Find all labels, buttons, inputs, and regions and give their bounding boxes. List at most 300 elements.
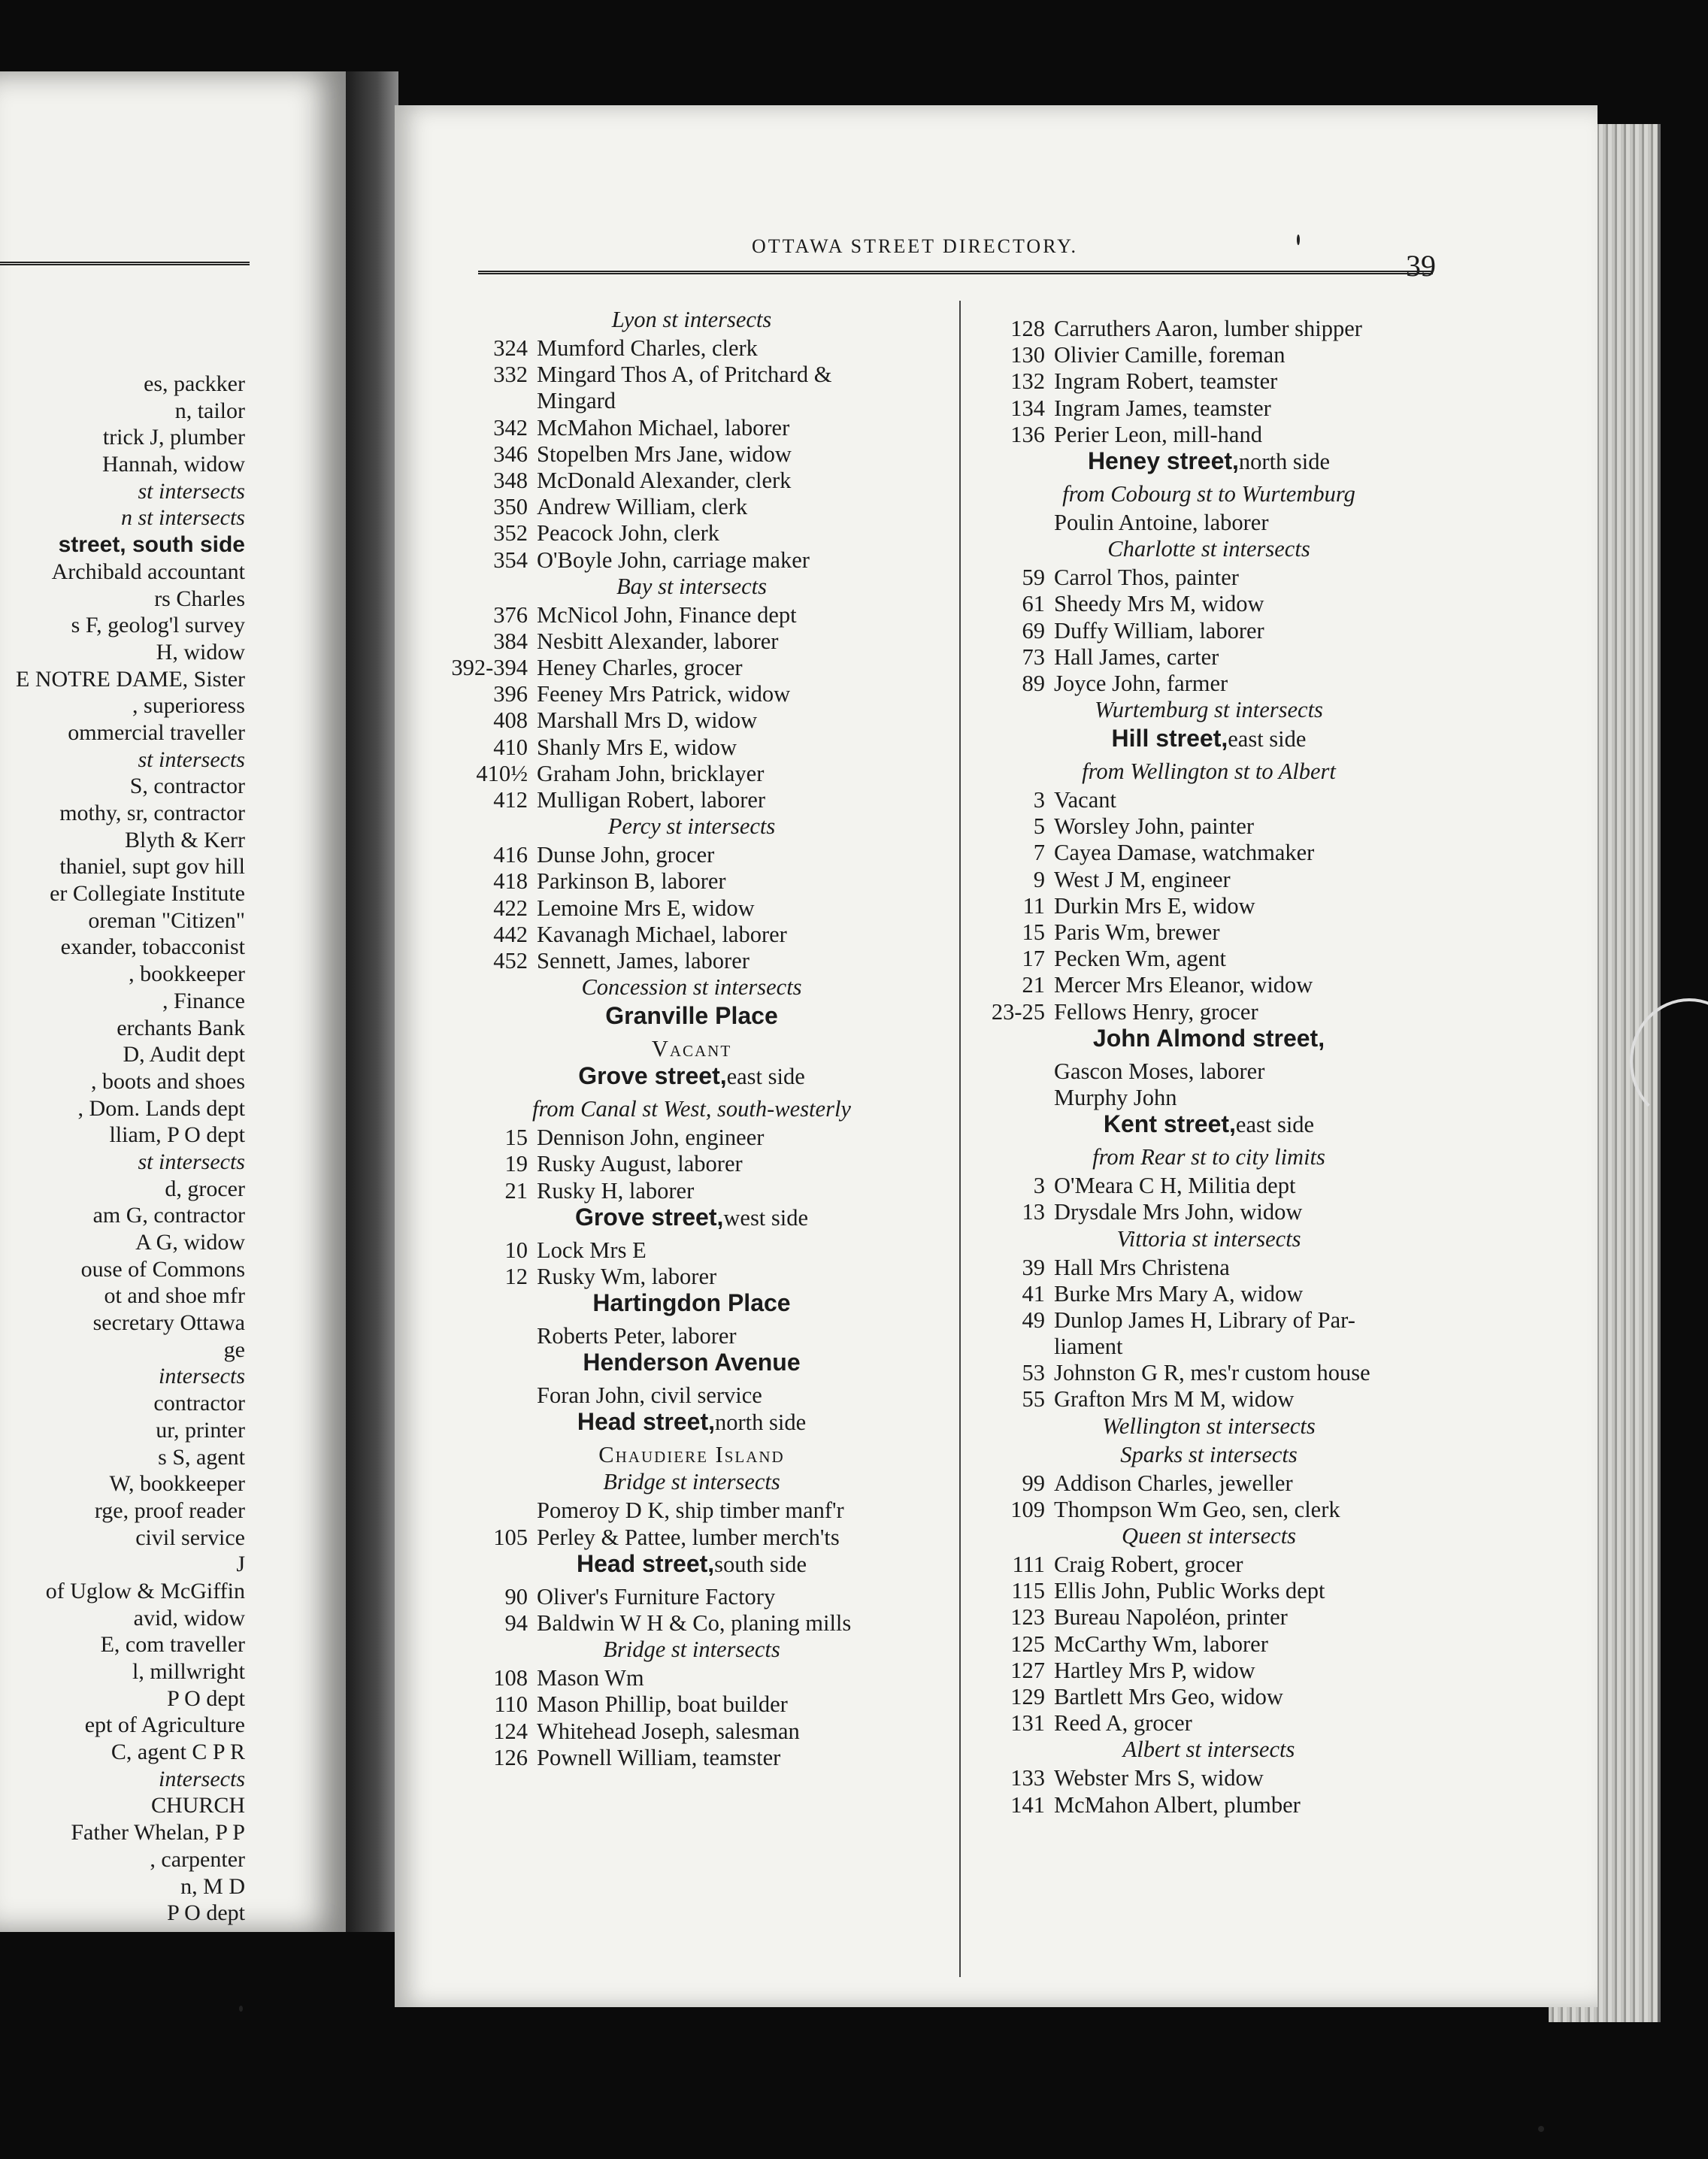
entry-text: Ellis John, Public Works dept [1054,1578,1325,1604]
directory-entry [444,787,940,813]
intersection-note [961,481,1457,510]
house-number: 416 [493,842,528,868]
left-page-line: W, bookkeeper [109,1471,245,1497]
directory-entry [961,919,1457,946]
house-number: 422 [493,895,528,921]
street-side: east side [1235,1112,1315,1138]
house-number: 7 [1033,840,1045,866]
entry-text: Vacant [1054,787,1116,813]
street-name: John Almond street, [1092,1024,1325,1052]
house-number: 392-394 [451,655,528,681]
entry-text: Lemoine Mrs E, widow [537,895,755,921]
intersection-text: Vittoria st intersects [1116,1225,1301,1252]
entry-text: Nesbitt Alexander, laborer [537,628,779,654]
house-number: 412 [493,787,528,813]
street-name: Head street, [577,1408,716,1436]
left-page-line: rge, proof reader [94,1497,245,1523]
house-number: 134 [1010,395,1045,421]
street-name: Heney street, [1087,447,1239,474]
entry-text: Heney Charles, grocer [537,655,743,681]
entry-text: Dunse John, grocer [537,842,715,868]
directory-entry [444,362,940,388]
intersection-text: Wurtemburg st intersects [1095,697,1323,723]
left-page-text [0,371,245,1927]
house-number: 125 [1010,1631,1045,1657]
intersection-note [444,307,940,335]
directory-entry [961,422,1457,448]
left-page-line: Blyth & Kerr [125,827,245,852]
house-number: 15 [504,1125,528,1151]
place-note-text: Vacant [651,1036,732,1062]
directory-entry [444,415,940,441]
entry-text: McMahon Albert, plumber [1054,1791,1301,1818]
intersection-text: Bay st intersects [616,573,767,599]
house-number: 55 [1022,1386,1045,1413]
directory-entry [961,1199,1457,1225]
house-number: 348 [493,467,528,493]
intersection-text: Bridge st intersects [603,1637,780,1663]
directory-entry [444,1718,940,1745]
house-number: 342 [493,414,528,441]
directory-entry [444,1237,940,1264]
intersection-text: Albert st intersects [1122,1737,1295,1763]
house-number: 384 [493,628,528,654]
directory-entry [961,510,1457,536]
entry-text: Addison Charles, jeweller [1054,1470,1293,1496]
house-number: 39 [1022,1254,1045,1280]
directory-entry [961,1085,1457,1111]
directory-entry [961,1658,1457,1684]
intersection-text: from Cobourg st to Wurtemburg [1062,480,1355,507]
directory-entry [444,468,940,494]
directory-entry [444,628,940,655]
left-page-line: , superioress [132,693,245,719]
directory-entry [444,1323,940,1349]
house-number: 418 [493,868,528,895]
entry-text: Drysdale Mrs John, widow [1054,1199,1303,1225]
entry-text: Mercer Mrs Eleanor, widow [1054,972,1313,998]
house-number: 17 [1022,946,1045,972]
intersection-text: from Canal st West, south-westerly [532,1096,851,1122]
directory-entry [961,1307,1457,1334]
left-page-line: d, grocer [165,1176,245,1201]
place-note-text: Chaudiere Island [598,1442,785,1468]
street-side: east side [726,1064,805,1090]
entry-text: Dennison John, engineer [537,1125,765,1151]
entry-text: O'Meara C H, Militia dept [1054,1173,1296,1199]
intersection-note [444,1096,940,1125]
left-page-line: J [236,1552,245,1577]
house-number: 21 [504,1177,528,1204]
directory-column-left [444,307,940,1771]
entry-text: Bartlett Mrs Geo, widow [1054,1683,1283,1709]
street-side: south side [714,1551,807,1577]
entry-text: Foran John, civil service [537,1382,762,1409]
house-number: 442 [493,921,528,947]
entry-continuation [961,1334,1457,1360]
left-page-line: A G, widow [135,1230,245,1255]
street-heading [444,1003,940,1036]
directory-column-right [961,316,1457,1818]
entry-text: Oliver's Furniture Factory [537,1583,776,1609]
intersection-note [444,813,940,842]
intersection-note [444,974,940,1003]
left-page-line: C, agent C P R [111,1740,245,1765]
place-note [444,1036,940,1063]
street-name: Kent street, [1103,1110,1236,1138]
directory-entry [961,395,1457,422]
entry-text: Fellows Henry, grocer [1054,998,1258,1025]
directory-entry [444,948,940,974]
entry-text: Hall Mrs Christena [1054,1254,1230,1280]
entry-text: Duffy William, laborer [1054,617,1264,643]
street-name: Grove street, [578,1062,727,1090]
intersection-text: Percy st intersects [607,813,776,840]
street-heading [444,1349,940,1382]
left-page-line: intersects [159,1766,245,1791]
street-heading [444,1551,940,1584]
directory-entry [444,842,940,868]
directory-entry [961,1173,1457,1199]
house-number: 410½ [476,760,528,786]
directory-entry [961,1792,1457,1818]
intersection-text: Sparks st intersects [1120,1441,1298,1467]
entry-text: Hartley Mrs P, widow [1054,1657,1255,1683]
house-number: 53 [1022,1360,1045,1386]
street-side: north side [1238,448,1331,474]
directory-entry [444,335,940,362]
left-page-line: n st intersects [121,505,245,531]
street-heading [444,1290,940,1323]
left-page-line: , bookkeeper [129,961,245,987]
directory-entry [444,1745,940,1771]
entry-text: Johnston G R, mes'r custom house [1054,1360,1370,1386]
page-number: 39 [1406,249,1436,283]
left-page-line: thaniel, supt gov hill [59,854,245,880]
house-number: 132 [1010,368,1045,395]
directory-entry [444,868,940,895]
left-page-line: ept of Agriculture [84,1712,245,1738]
intersection-text: Queen st intersects [1121,1523,1297,1549]
left-page-rule [0,262,250,265]
house-number: 15 [1022,919,1045,945]
house-number: 5 [1033,813,1045,840]
house-number: 105 [493,1524,528,1550]
entry-text: Bureau Napoléon, printer [1054,1604,1288,1631]
house-number: 110 [494,1691,528,1718]
entry-text: McMahon Michael, laborer [537,414,790,441]
left-page-line: S, contractor [129,774,245,799]
left-page-line: intersects [159,1364,245,1389]
entry-text: Perley & Pattee, lumber merch'ts [537,1524,840,1550]
entry-text: Webster Mrs S, widow [1054,1765,1264,1791]
entry-text: Poulin Antoine, laborer [1054,509,1269,535]
left-page-line: , Dom. Lands dept [77,1095,245,1121]
directory-entry [961,972,1457,998]
street-heading [961,1111,1457,1144]
house-number: 111 [1012,1552,1045,1577]
intersection-note [961,1413,1457,1442]
directory-entry [961,1765,1457,1791]
entry-text: Rusky August, laborer [537,1151,743,1177]
entry-text: Hall James, carter [1054,643,1219,670]
directory-entry [961,1710,1457,1737]
left-page-line: , boots and shoes [91,1068,245,1094]
left-page-line: exander, tobacconist [60,934,245,960]
directory-entry [961,618,1457,644]
directory-entry [961,840,1457,866]
street-heading [961,725,1457,759]
header-rule [478,271,1433,274]
entry-text: Mulligan Robert, laborer [537,787,766,813]
house-number: 133 [1010,1765,1045,1791]
entry-text: Worsley John, painter [1054,813,1255,840]
left-page [0,71,346,1932]
house-number: 21 [1022,972,1045,998]
intersection-note [961,1144,1457,1173]
house-number: 59 [1022,565,1045,591]
directory-entry [961,342,1457,368]
left-page-line: ge [223,1337,245,1362]
house-number: 130 [1010,342,1045,368]
directory-entry [444,734,940,761]
directory-entry [444,1584,940,1610]
directory-entry [961,813,1457,840]
left-page-line: mothy, sr, contractor [59,801,245,825]
entry-text: Mingard Thos A, of Pritchard & [537,362,832,388]
entry-text: Rusky Wm, laborer [537,1263,717,1289]
intersection-text: Lyon st intersects [611,307,772,332]
left-page-line: n, tailor [174,398,245,423]
street-side: west side [723,1204,809,1231]
directory-entry [961,1578,1457,1604]
entry-text: Baldwin W H & Co, planing mills [537,1610,852,1636]
left-page-line: ommercial traveller [68,719,245,745]
directory-entry [961,946,1457,972]
left-page-line: CHURCH [150,1793,245,1818]
intersection-note [961,759,1457,787]
entry-text: Carrol Thos, painter [1054,565,1239,591]
left-page-line: er Collegiate Institute [50,881,245,907]
street-side: north side [715,1410,807,1436]
directory-entry [444,1151,940,1177]
left-page-line: s F, geolog'l survey [71,613,245,638]
intersection-text: Concession st intersects [581,974,802,1001]
house-number: 396 [493,681,528,707]
house-number: 376 [493,601,528,628]
entry-text: Craig Robert, grocer [1054,1552,1243,1577]
directory-entry [961,1684,1457,1710]
entry-text: Mason Wm [537,1665,644,1691]
intersection-note [444,1637,940,1665]
directory-entry [444,1525,940,1551]
directory-entry [961,671,1457,697]
directory-entry [444,922,940,948]
entry-text: Paris Wm, brewer [1054,919,1220,945]
entry-text: Roberts Peter, laborer [537,1323,737,1349]
entry-text: Pomeroy D K, ship timber manf'r [537,1497,844,1524]
entry-text: Peacock John, clerk [537,520,720,547]
directory-entry [961,787,1457,813]
left-page-line: street, south side [58,532,245,558]
house-number: 3 [1033,1173,1045,1199]
house-number: 408 [493,707,528,734]
house-number: 124 [493,1718,528,1744]
street-heading [444,1204,940,1237]
left-page-line: , carpenter [150,1846,245,1872]
street-name: Grove street, [574,1203,724,1231]
left-page-line: E, com traveller [100,1632,245,1658]
directory-entry [961,893,1457,919]
house-number: 49 [1022,1307,1045,1333]
directory-entry [961,316,1457,342]
house-number: 141 [1010,1791,1045,1818]
directory-entry [961,1552,1457,1578]
directory-entry [444,1125,940,1151]
left-page-line: n, M D [180,1873,245,1899]
house-number: 109 [1010,1496,1045,1522]
house-number: 94 [504,1610,528,1636]
entry-text: Pownell William, teamster [537,1744,781,1770]
entry-text: Durkin Mrs E, widow [1054,892,1255,919]
left-page-line: ur, printer [156,1417,245,1443]
entry-text: Parkinson B, laborer [537,868,726,895]
directory-entry [444,655,940,681]
left-page-line: D, Audit dept [123,1042,245,1067]
house-number: 12 [504,1263,528,1289]
entry-text: Lock Mrs E [537,1237,647,1263]
directory-entry [961,1058,1457,1085]
house-number: 13 [1022,1199,1045,1225]
entry-text: Sennett, James, laborer [537,947,750,974]
entry-text: McNicol John, Finance dept [537,601,797,628]
directory-entry [444,681,940,707]
street-heading [444,1063,940,1096]
directory-entry [444,602,940,628]
directory-entry [444,1665,940,1691]
ink-speck [1297,235,1300,245]
directory-entry [961,1470,1457,1497]
directory-entry [444,441,940,468]
house-number: 346 [493,441,528,467]
entry-text: Dunlop James H, Library of Par- [1054,1307,1355,1333]
entry-text: Murphy John [1054,1084,1177,1110]
left-page-line: oreman "Citizen" [88,907,245,933]
street-name: Hill street, [1111,725,1228,752]
entry-text: Whitehead Joseph, salesman [537,1718,800,1744]
book-gutter [346,71,398,1932]
directory-entry [961,1631,1457,1658]
entry-text: Mason Phillip, boat builder [537,1691,788,1718]
house-number: 128 [1010,316,1045,341]
left-page-line: P O dept [167,1900,245,1926]
house-number: 108 [493,1665,528,1691]
house-number: 324 [493,335,528,361]
directory-entry [961,1497,1457,1523]
entry-text: Burke Mrs Mary A, widow [1054,1280,1304,1307]
house-number: 41 [1022,1280,1045,1307]
directory-entry [444,1382,940,1409]
house-number: 11 [1022,892,1045,919]
entry-text: Graham John, bricklayer [537,760,765,786]
intersection-note [961,1226,1457,1255]
intersection-text: from Wellington st to Albert [1082,759,1336,785]
street-heading [961,448,1457,481]
directory-entry [961,368,1457,395]
left-page-line: s S, agent [158,1444,245,1470]
left-page-line: st intersects [138,746,245,772]
directory-entry [444,1178,940,1204]
directory-entry [961,1255,1457,1281]
left-page-line: lliam, P O dept [109,1122,245,1148]
entry-text: O'Boyle John, carriage maker [537,547,810,573]
left-page-line: st intersects [138,1149,245,1174]
house-number: 115 [1011,1578,1045,1604]
directory-entry [444,761,940,787]
ink-speck [1538,2126,1544,2132]
directory-entry [444,494,940,520]
entry-text: Perier Leon, mill-hand [1054,421,1262,447]
intersection-text: from Rear st to city limits [1092,1144,1325,1170]
house-number: 19 [504,1151,528,1177]
left-page-line: civil service [135,1525,245,1550]
street-name: Henderson Avenue [583,1349,801,1376]
left-page-line: erchants Bank [117,1015,245,1040]
ink-speck [239,2006,243,2012]
left-page-line: Father Whelan, P P [71,1820,245,1846]
entry-text: Reed A, grocer [1054,1710,1192,1737]
entry-text: Andrew William, clerk [537,494,748,520]
left-page-line: st intersects [138,478,245,504]
intersection-note [961,1442,1457,1470]
left-page-line: am G, contractor [92,1203,245,1228]
directory-entry [444,520,940,547]
street-name: Granville Place [605,1002,778,1030]
intersection-note [961,1523,1457,1552]
entry-text: Marshall Mrs D, widow [537,707,758,734]
house-number: 410 [493,734,528,760]
left-page-line: avid, widow [133,1605,245,1631]
directory-entry [961,1604,1457,1631]
intersection-text: Bridge st intersects [603,1469,780,1495]
intersection-text: Charlotte st intersects [1107,536,1310,562]
left-page-line: E NOTRE DAME, Sister [16,666,245,692]
entry-text: Olivier Camille, foreman [1054,342,1286,368]
house-number: 123 [1010,1604,1045,1631]
left-page-line: ot and shoe mfr [104,1283,245,1309]
street-heading [444,1409,940,1442]
directory-entry [444,707,940,734]
directory-entry [961,867,1457,893]
entry-text: Shanly Mrs E, widow [537,734,737,760]
directory-entry [961,591,1457,617]
intersection-text: Wellington st intersects [1102,1413,1316,1439]
house-number: 89 [1022,670,1045,696]
entry-text: Joyce John, farmer [1054,670,1228,696]
house-number: 136 [1010,421,1045,447]
street-side: east side [1228,726,1307,752]
left-page-line: , Finance [162,988,245,1013]
entry-text: McDonald Alexander, clerk [537,467,792,493]
entry-text: Rusky H, laborer [537,1177,695,1204]
left-page-line: l, millwright [132,1659,245,1684]
house-number: 23-25 [991,998,1045,1025]
entry-text: liament [1054,1334,1123,1360]
directory-entry [961,1281,1457,1307]
directory-entry [961,1360,1457,1386]
street-heading [961,1025,1457,1058]
left-page-line: P O dept [167,1685,245,1711]
